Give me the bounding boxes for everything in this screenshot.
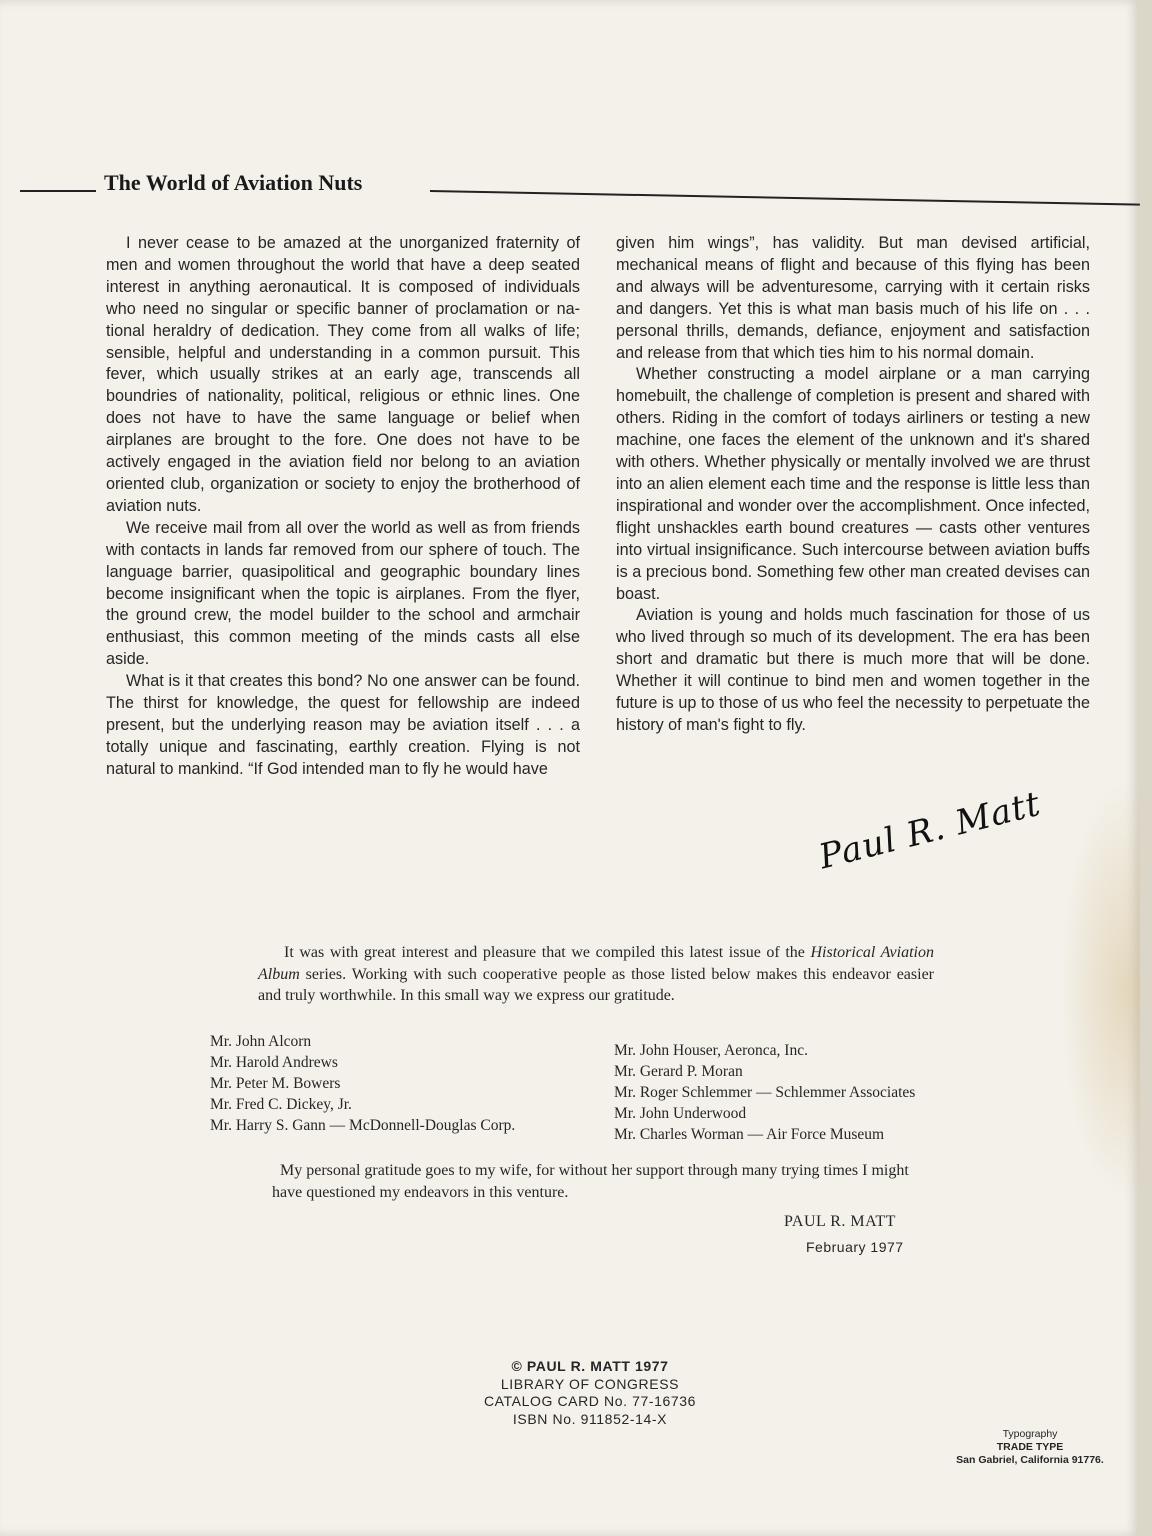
list-item: Mr. Peter M. Bowers	[210, 1075, 341, 1092]
ack-text-after: series. Working with such cooperative people as those listed below makes this endeavor easier and truly worthwhile. In this small way we express our gratitude.	[258, 965, 934, 1004]
paragraph: We receive mail from all over the world as well as from friends with contacts in lands far removed from our sphere of touch. The language barrier, quasipolitical and geographic boundary lines become insignificant when the topic is airplanes. From the flyer, the ground crew, the model builder to the school and armchair enthusiast, this common meeting of the minds casts all else aside.	[106, 518, 580, 669]
paragraph: What is it that creates this bond? No one answer can be found. The thirst for knowledge, the quest for fellowship are indeed present, but the underlying reason may be aviation itself . . . a totally unique and fascinating, earthly creation. Flying is not natural to mankind. “If God intended man to fly he would have	[106, 672, 580, 778]
copyright-block	[440, 1358, 740, 1428]
list-item: Mr. John Underwood	[614, 1105, 747, 1122]
contributors-list-right	[614, 1040, 915, 1145]
acknowledgement	[258, 942, 934, 1007]
list-item: Mr. Harry S. Gann — McDonnell-Douglas Corp.	[210, 1117, 516, 1134]
author-signature: Paul R. Matt	[815, 783, 1045, 878]
list-item: Mr. Harold Andrews	[210, 1054, 338, 1071]
contributors-list-left	[210, 1031, 515, 1136]
typography-label: Typography	[1002, 1428, 1058, 1440]
water-stain	[1060, 780, 1140, 1200]
heading-row	[20, 170, 1140, 210]
list-item: Mr. Gerard P. Moran	[614, 1063, 743, 1080]
article-column-left	[106, 233, 580, 781]
paragraph: My personal gratitude goes to my wife, for without her support through many trying times I might have questioned my endeavors in this venture.	[272, 1162, 909, 1201]
catalog-line: CATALOG CARD No. 77-16736	[483, 1393, 697, 1409]
typography-company: TRADE TYPE	[996, 1441, 1064, 1453]
list-item: Mr. John Houser, Aeronca, Inc.	[614, 1042, 808, 1059]
author-name: PAUL R. MATT	[784, 1213, 896, 1230]
ack-text-before: It was with great interest and pleasure that we compiled this latest issue of the	[284, 944, 811, 961]
list-item: Mr. Fred C. Dickey, Jr.	[210, 1096, 352, 1113]
page-edge	[1138, 0, 1152, 1536]
series-title: Historical Aviation Album	[258, 944, 934, 983]
paragraph: given him wings”, has validity. But man devised artificial, mechanical means of flight and because of this flying has been and always will be adventuresome, carrying with it certain risks and dangers. Yet this is what man basis much of his life on . . . personal thrills, demands, defiance, enjoyment and satisfaction and release from that which ties him to his normal domain.	[616, 234, 1090, 362]
publication-date: February 1977	[806, 1239, 904, 1255]
paragraph: Whether constructing a model airplane or a man carrying homebuilt, the challenge of completion is present and shared with others. Riding in the comfort of todays airliners or testing a new machine, one faces the element of the unknown and it's shared with others. Whether physically or mentally involved we are thrust into an alien element each time and the response is little less than inspirational and wonder over the accomplishment. Once infected, flight unshackles earth bound creatures — casts other ventures into virtual insignificance. Such intercourse between aviation buffs is a precious bond. Something few other man created devises can boast.	[616, 365, 1090, 603]
heading-rule-left	[20, 190, 96, 192]
page-title: The World of Aviation Nuts	[104, 170, 363, 195]
heading-rule-right	[430, 190, 1140, 206]
personal-gratitude	[272, 1160, 934, 1204]
paragraph: I never cease to be amazed at the unorganized fraternity of men and women throughout the world that have a deep seated interest in anything aeronautical. It is composed of individuals who need no singular or specific banner of proclamation or national heraldry of dedication. They come from all walks of life; sensible, helpful and understanding in a common pursuit. This fever, which usually strikes at an early age, transcends all boundries of nationality, political, religious or ethnic lines. One does not have to have the same language or belief when airplanes are brought to the fore. One does not have to be actively engaged in the aviation field nor belong to an aviation oriented club, organization or society to enjoy the brotherhood of aviation nuts.	[106, 234, 580, 515]
library-line: LIBRARY OF CONGRESS	[500, 1375, 680, 1392]
list-item: Mr. John Alcorn	[210, 1033, 312, 1050]
isbn-line: ISBN No. 911852-14-X	[512, 1410, 668, 1427]
list-item: Mr. Roger Schlemmer — Schlemmer Associates	[614, 1084, 916, 1101]
copyright-line: © PAUL R. MATT 1977	[511, 1358, 669, 1374]
typography-location: San Gabriel, California 91776.	[956, 1454, 1104, 1466]
paragraph: Aviation is young and holds much fascination for those of us who lived through so much of its development. The era has been short and dramatic but there is much more that will be done. Whether it will continue to bind men and women together in the future is up to those of us who feel the necessity to perpetuate the history of man's fight to fly.	[616, 606, 1090, 734]
article-column-right	[616, 233, 1090, 737]
list-item: Mr. Charles Worman — Air Force Museum	[614, 1126, 885, 1143]
typography-credit	[930, 1428, 1130, 1467]
